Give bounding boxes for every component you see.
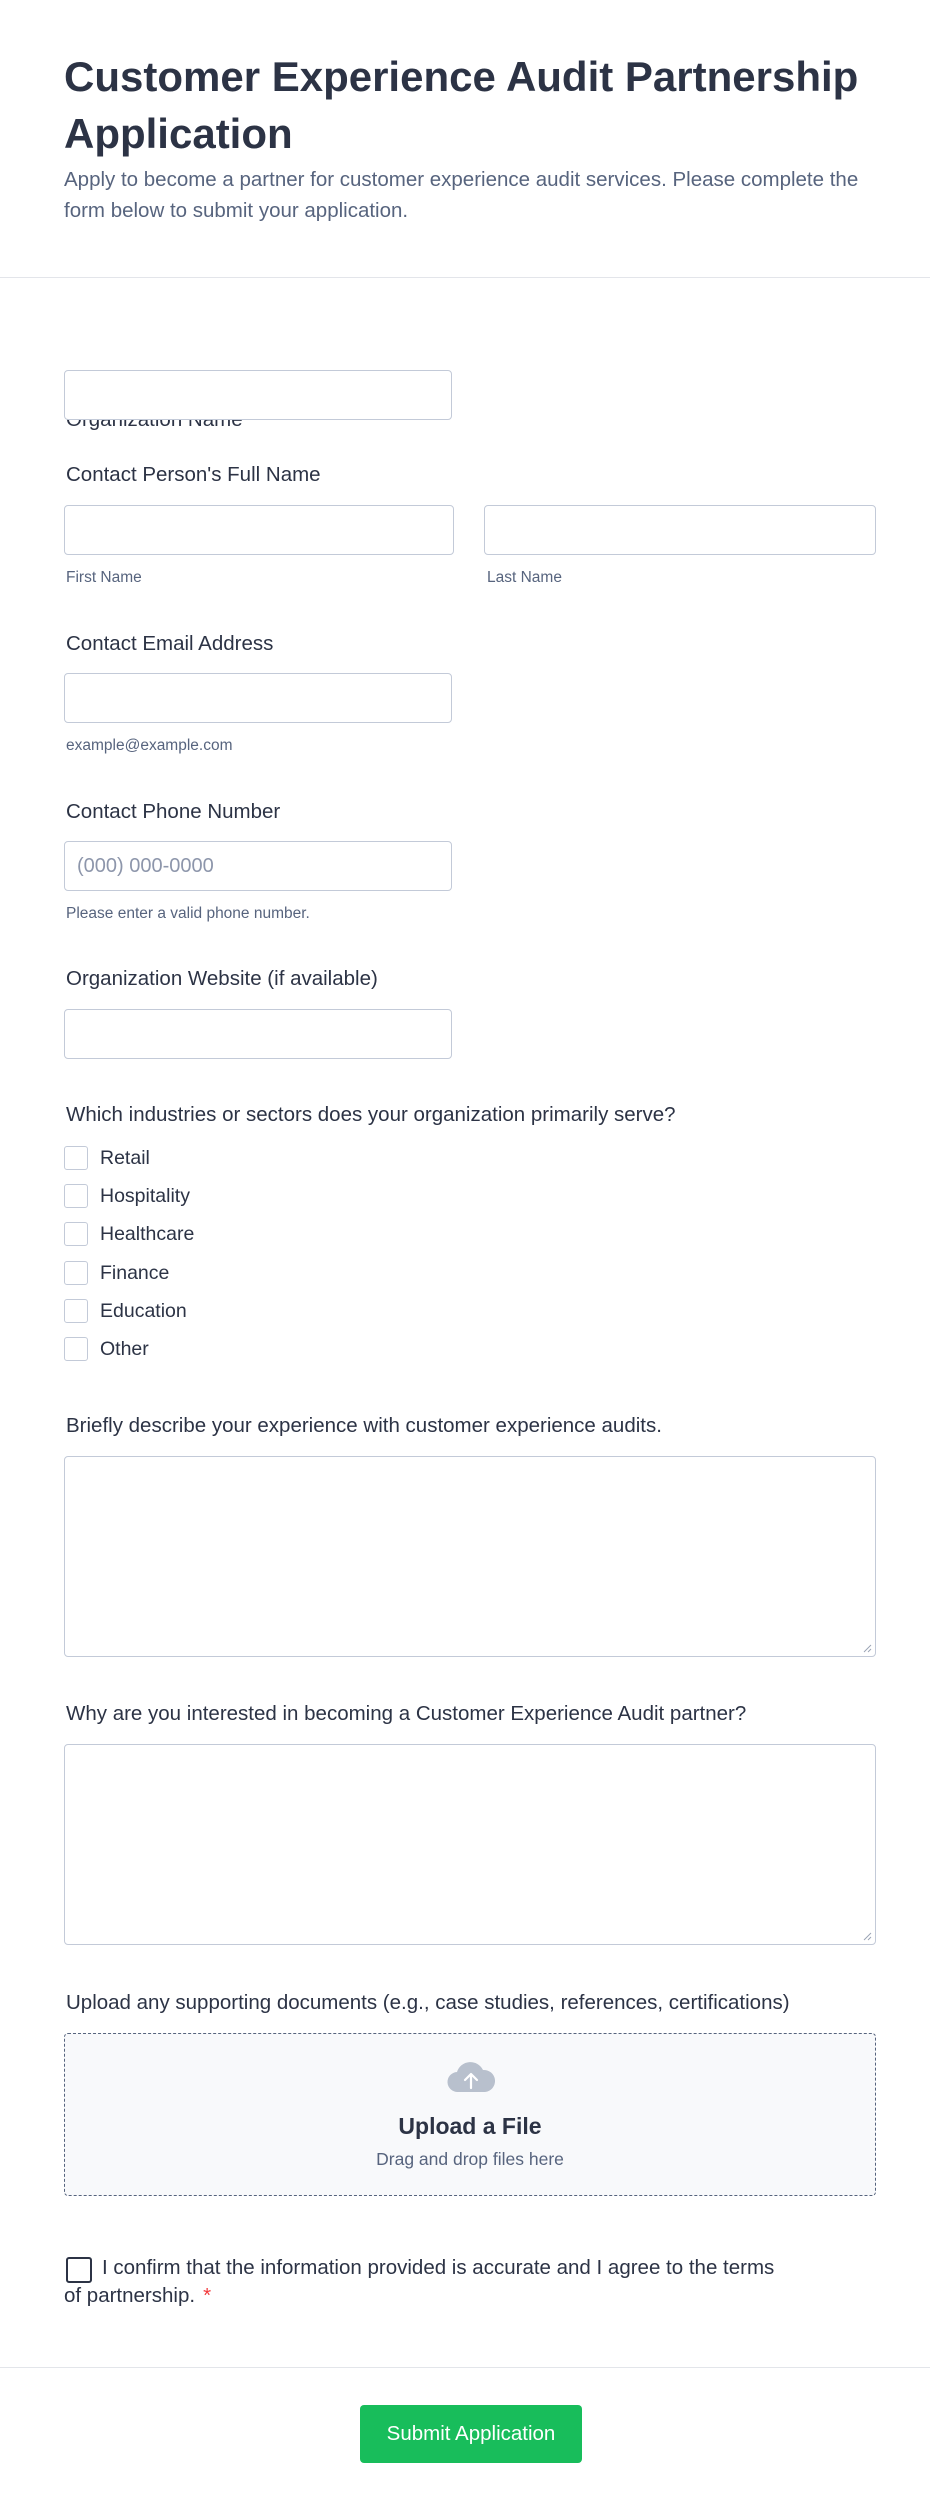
form-title: Customer Experience Audit Partnership Application: [64, 53, 859, 157]
organization-name-input[interactable]: [64, 370, 452, 420]
last-name-input[interactable]: [484, 505, 876, 555]
cloud-upload-icon: [445, 2058, 497, 2098]
checkbox[interactable]: [64, 1146, 88, 1170]
checkbox[interactable]: [64, 1184, 88, 1208]
industry-option-retail[interactable]: [64, 1145, 150, 1171]
interest-label: Why are you interested in becoming a Customer Experience Audit partner?: [66, 1702, 747, 1725]
resize-grip-icon[interactable]: [862, 1931, 872, 1941]
phone-label: Contact Phone Number: [66, 800, 281, 823]
option-label: Hospitality: [100, 1184, 190, 1207]
checkbox[interactable]: [64, 1299, 88, 1323]
checkbox[interactable]: [64, 1222, 88, 1246]
website-label: Organization Website (if available): [66, 967, 378, 990]
contact-name-label: Contact Person's Full Name: [66, 463, 321, 486]
checkbox[interactable]: [64, 1337, 88, 1361]
upload-label: Upload any supporting documents (e.g., case studies, references, certifications): [66, 1991, 790, 2014]
upload-title: Upload a File: [398, 2113, 542, 2139]
option-label: Healthcare: [100, 1222, 195, 1245]
industry-option-healthcare[interactable]: [64, 1221, 194, 1247]
resize-grip-icon[interactable]: [862, 1643, 872, 1653]
industry-option-other[interactable]: [64, 1336, 149, 1362]
email-input[interactable]: [64, 673, 452, 723]
industry-option-education[interactable]: [64, 1298, 187, 1324]
option-label: Finance: [100, 1261, 170, 1284]
email-label: Contact Email Address: [66, 632, 274, 655]
upload-subtitle: Drag and drop files here: [376, 2149, 564, 2169]
experience-textarea[interactable]: [64, 1456, 876, 1657]
footer-divider: [0, 2367, 930, 2368]
first-name-input[interactable]: [64, 505, 454, 555]
option-label: Education: [100, 1299, 187, 1322]
confirm-text: I confirm that the information provided is accurate and I agree to the terms of partnership.: [64, 2256, 775, 2307]
checkbox[interactable]: [64, 1261, 88, 1285]
interest-textarea[interactable]: [64, 1744, 876, 1945]
option-label: Other: [100, 1337, 149, 1360]
confirm-label: [64, 2254, 784, 2310]
file-upload-dropzone[interactable]: [64, 2033, 876, 2196]
industries-label: Which industries or sectors does your organization primarily serve?: [66, 1103, 676, 1126]
email-sublabel: example@example.com: [66, 737, 233, 754]
phone-sublabel: Please enter a valid phone number.: [66, 905, 310, 922]
first-name-sublabel: First Name: [66, 569, 142, 586]
form-description: Apply to become a partner for customer experience audit services. Please complete the form below to submit your application.: [64, 168, 859, 222]
phone-input[interactable]: [64, 841, 452, 891]
form-header: [0, 0, 930, 278]
website-input[interactable]: [64, 1009, 452, 1059]
industry-option-finance[interactable]: [64, 1260, 169, 1286]
submit-button[interactable]: Submit Application: [360, 2405, 582, 2463]
experience-label: Briefly describe your experience with customer experience audits.: [66, 1414, 662, 1437]
last-name-sublabel: Last Name: [487, 569, 562, 586]
required-asterisk: *: [203, 2284, 212, 2307]
option-label: Retail: [100, 1146, 150, 1169]
industry-option-hospitality[interactable]: [64, 1183, 190, 1209]
